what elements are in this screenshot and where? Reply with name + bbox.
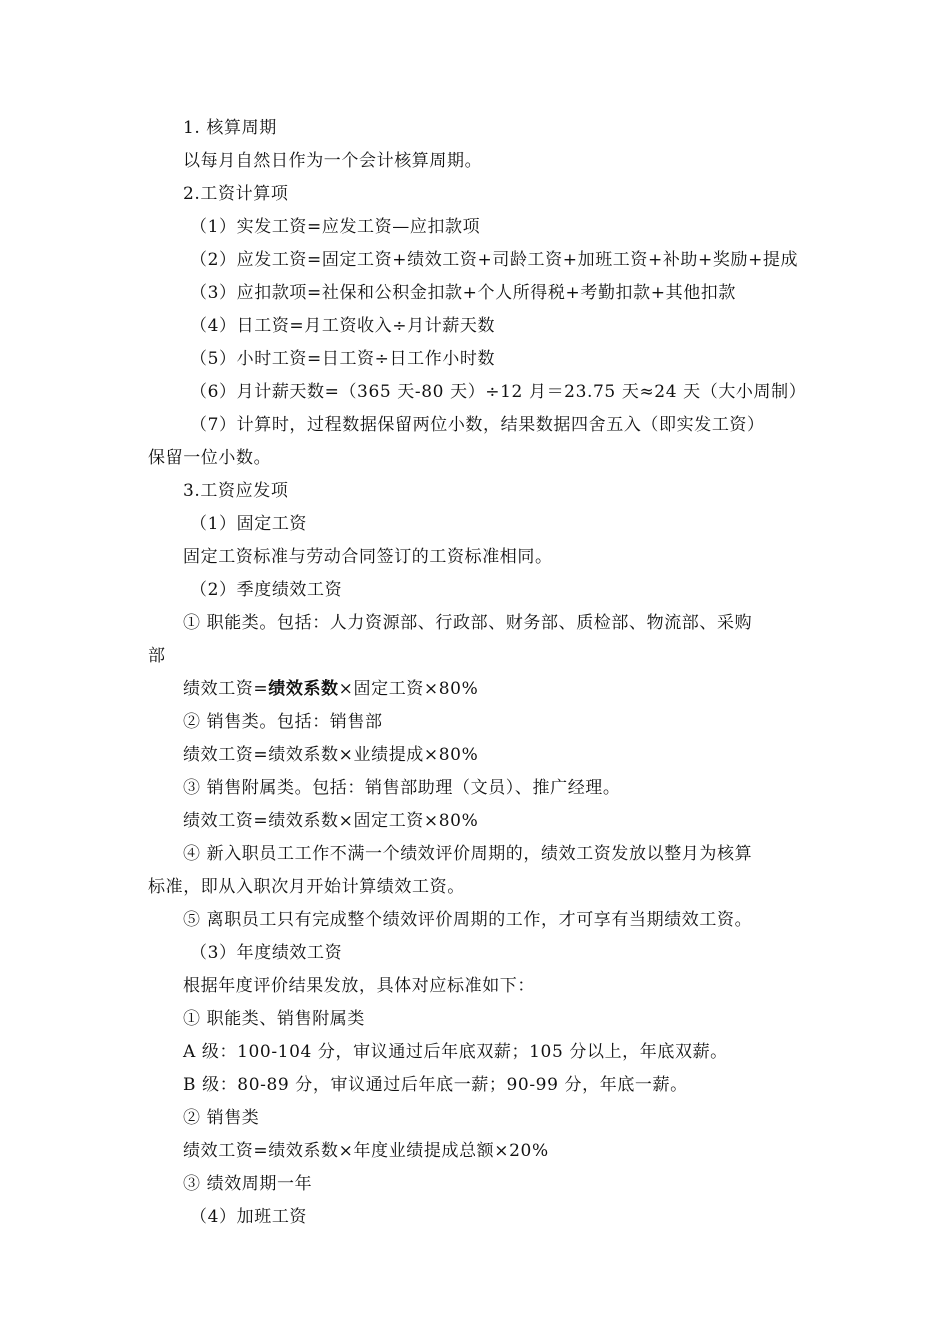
list-item: ④ 新入职员工工作不满一个绩效评价周期的，绩效工资发放以整月为核算 (183, 844, 753, 864)
list-item: ③ 绩效周期一年 (183, 1174, 313, 1194)
subsection-heading: （3）年度绩效工资 (190, 943, 343, 963)
grade-line: B 级：80-89 分，审议通过后年底一薪；90-99 分，年底一薪。 (183, 1075, 688, 1095)
paragraph-continuation: 部 (148, 646, 166, 666)
formula-line: 绩效工资=绩效系数×业绩提成×80% (183, 745, 479, 765)
list-item: ② 销售类。包括：销售部 (183, 712, 383, 732)
list-item: （3）应扣款项=社保和公积金扣款+个人所得税+考勤扣款+其他扣款 (190, 283, 736, 303)
section-heading: 1. 核算周期 (183, 118, 277, 138)
list-item: ⑤ 离职员工只有完成整个绩效评价周期的工作，才可享有当期绩效工资。 (183, 910, 753, 930)
subsection-heading: （4）加班工资 (190, 1207, 308, 1227)
list-item: （6）月计薪天数=（365 天-80 天）÷12 月＝23.75 天≈24 天（大小周制） (190, 382, 807, 402)
list-item: ③ 销售附属类。包括：销售部助理（文员）、推广经理。 (183, 778, 621, 798)
list-item: ① 职能类、销售附属类 (183, 1009, 366, 1029)
formula-bold-term: 绩效系数 (268, 679, 339, 699)
list-item: （5）小时工资=日工资÷日工作小时数 (190, 349, 496, 369)
formula-prefix: 绩效工资= (183, 679, 269, 699)
list-item: ① 职能类。包括：人力资源部、行政部、财务部、质检部、物流部、采购 (183, 613, 753, 633)
formula-line: 绩效工资=绩效系数×固定工资×80% (183, 811, 479, 831)
paragraph-continuation: 标准，即从入职次月开始计算绩效工资。 (148, 877, 465, 897)
list-item: （4）日工资=月工资收入÷月计薪天数 (190, 316, 496, 336)
paragraph-continuation: 保留一位小数。 (148, 448, 272, 468)
grade-line: A 级：100-104 分，审议通过后年底双薪；105 分以上，年底双薪。 (183, 1042, 728, 1062)
list-item: （2）应发工资=固定工资+绩效工资+司龄工资+加班工资+补助+奖励+提成 (190, 250, 799, 270)
paragraph: 固定工资标准与劳动合同签订的工资标准相同。 (183, 547, 553, 567)
section-heading: 3.工资应发项 (183, 481, 289, 501)
list-item: （7）计算时，过程数据保留两位小数，结果数据四舍五入（即实发工资） (190, 415, 765, 435)
formula-line: 绩效工资=绩效系数×年度业绩提成总额×20% (183, 1141, 549, 1161)
list-item: （1）实发工资=应发工资—应扣款项 (190, 217, 481, 237)
subsection-heading: （1）固定工资 (190, 514, 308, 534)
formula-line (183, 678, 950, 700)
subsection-heading: （2）季度绩效工资 (190, 580, 343, 600)
paragraph: 根据年度评价结果发放，具体对应标准如下： (183, 976, 535, 996)
formula-suffix: ×固定工资×80% (338, 679, 479, 699)
list-item: ② 销售类 (183, 1108, 260, 1128)
section-heading: 2.工资计算项 (183, 184, 289, 204)
paragraph: 以每月自然日作为一个会计核算周期。 (183, 151, 483, 171)
